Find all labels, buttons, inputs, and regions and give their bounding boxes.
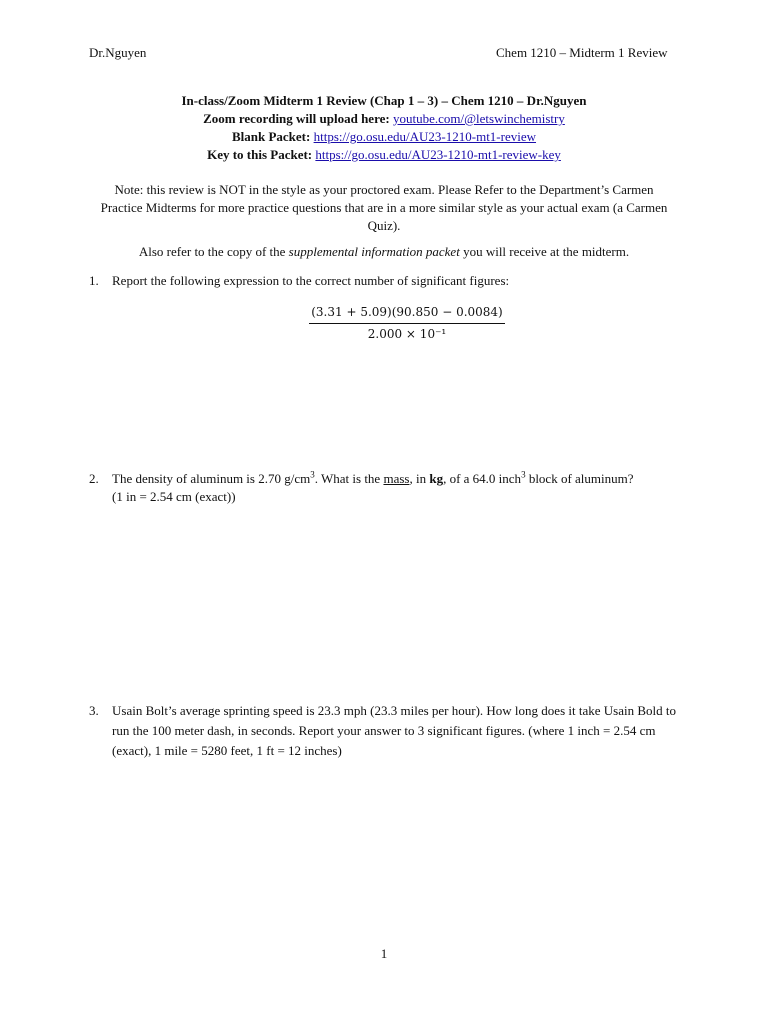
zoom-label: Zoom recording will upload here: — [203, 111, 393, 126]
question-number: 2. — [89, 471, 99, 486]
blank-packet-label: Blank Packet: — [231, 129, 314, 144]
question-text — [112, 470, 682, 506]
zoom-link[interactable]: youtube.com/@letswinchemistry — [392, 111, 565, 126]
page-title: In-class/Zoom Midterm 1 Review (Chap 1 – 3) – Chem 1210 – Dr.Nguyen — [181, 93, 587, 108]
key-packet-label: Key to this Packet: — [207, 147, 316, 162]
page-number: 1 — [380, 946, 388, 961]
question-text: Report the following expression to the correct number of significant figures: — [112, 273, 510, 288]
q2-conversion: (1 in = 2.54 cm (exact)) — [112, 489, 236, 504]
blank-packet-line — [0, 128, 768, 146]
title-block — [0, 92, 768, 164]
supplemental-note — [0, 244, 768, 260]
header-author: Dr.Nguyen — [89, 45, 147, 60]
supplemental-note-after: you will receive at the midterm. — [459, 244, 630, 259]
exam-style-note: Note: this review is NOT in the style as your proctored exam. Please Refer to the Department’s Carmen Practice Midterms for more practice questions that are in a more similar style as your actual exam (a Carmen Quiz). — [100, 182, 668, 233]
q2-text-a: The density of aluminum is 2.70 g/cm — [112, 471, 311, 486]
q2-text-c: , in — [409, 471, 430, 486]
q2-superscript-cm: 3 — [310, 469, 315, 480]
supplemental-note-italic: supplemental information packet — [288, 244, 460, 259]
blank-packet-link[interactable]: https://go.osu.edu/AU23-1210-mt1-review — [313, 129, 537, 144]
key-packet-link[interactable]: https://go.osu.edu/AU23-1210-mt1-review-key — [315, 147, 561, 162]
question-number: 1. — [89, 273, 99, 288]
expression-numerator: (3.31 + 5.09)(90.850 − 0.0084) — [309, 304, 505, 324]
q2-superscript-inch: 3 — [521, 469, 526, 480]
question-number: 3. — [89, 703, 99, 718]
zoom-line — [0, 110, 768, 128]
expression-denominator: 2.000 × 10⁻¹ — [367, 327, 447, 341]
q2-kg-bold: kg — [429, 471, 444, 486]
q2-text-b: . What is the — [314, 471, 384, 486]
key-packet-line — [0, 146, 768, 164]
q2-mass-underlined: mass — [383, 471, 410, 486]
significant-figures-expression — [309, 304, 505, 342]
q2-text-e: block of aluminum? — [525, 471, 634, 486]
header-course: Chem 1210 – Midterm 1 Review — [496, 45, 668, 60]
question-text: Usain Bolt’s average sprinting speed is 23.3 mph (23.3 miles per hour). How long does it take Usain Bold to run the 100 meter dash, in seconds. Report your answer to 3 significant figures. (where 1 inch = 2.54 cm (exact), 1 mile = 5280 feet, 1 ft = 12 inches) — [112, 703, 676, 758]
supplemental-note-before: Also refer to the copy of the — [138, 244, 289, 259]
q2-text-d: , of a 64.0 inch — [443, 471, 522, 486]
